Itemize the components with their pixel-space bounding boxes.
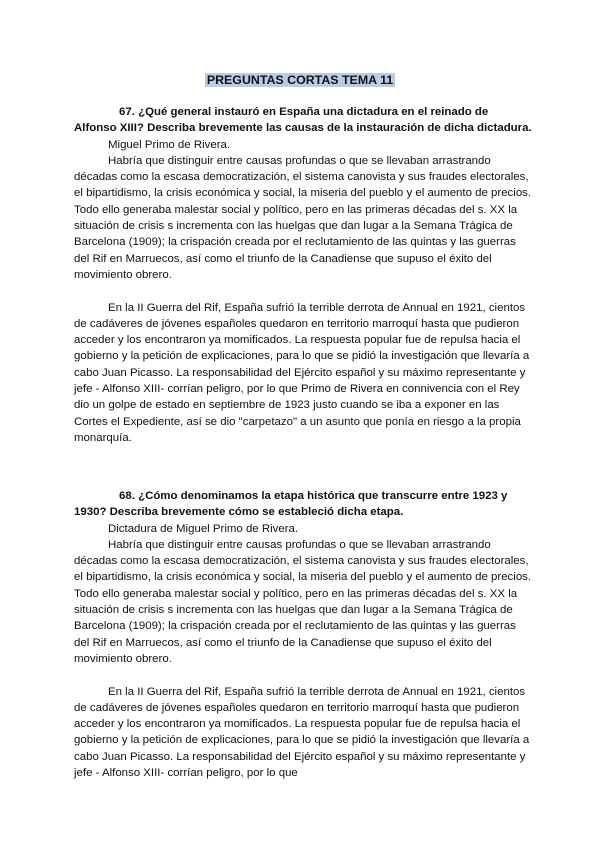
answer-paragraph: Habría que distinguir entre causas profundas o que se llevaban arrastrando décadas como la escasa democratización, el sistema canovista y sus fraudes electorales, el bipartidismo, la crisis económica y social, la miseria del pueblo y el aumento de precios. Todo ello generaba malestar social y político, pero en las primeras décadas del s. XX la situación de crisis s incrementa con las huelgas que dan lugar a la Semana Trágica de Barcelona (1909); la crispación creada por el reclutamiento de las quintas y las guerras del Rif en Marruecos, así como el triunfo de la Canadiense que supuso el éxito del movimiento obrero. — [74, 154, 532, 281]
question-title: 68. ¿Cómo denominamos la etapa histórica que transcurre entre 1923 y 1930? Describa brevemente cómo se estableció dicha etapa. — [74, 490, 508, 519]
question-answer: Dictadura de Miguel Primo de Rivera. — [108, 522, 299, 535]
answer-paragraph: Habría que distinguir entre causas profundas o que se llevaban arrastrando décadas como la escasa democratización, el sistema canovista y sus fraudes electorales, el bipartidismo, la crisis económica y social, la miseria del pueblo y el aumento de precios. Todo ello generaba malestar social y político, pero en las primeras décadas del s. XX la situación de crisis s incrementa con las huelgas que dan lugar a la Semana Trágica de Barcelona (1909); la crispación creada por el reclutamiento de las quintas y las guerras del Rif en Marruecos, así como el triunfo de la Canadiense que supuso el éxito del movimiento obrero. — [74, 538, 532, 665]
paragraph-gap — [74, 283, 532, 299]
question-block-68 — [74, 488, 532, 781]
paragraph-gap — [74, 667, 532, 683]
question-title: 67. ¿Qué general instauró en España una dictadura en el reinado de Alfonso XIII? Describa brevemente las causas de la instauración de dicha dictadura. — [74, 106, 532, 135]
answer-paragraph: En la II Guerra del Rif, España sufrió la terrible derrota de Annual en 1921, cientos de cadáveres de jóvenes españoles quedaron en territorio marroquí hasta que pudieron acceder y los encontraron ya momificados. La respuesta popular fue de repulsa hacia el gobierno y la petición de explicaciones, para lo que se pidió la investigación que llevaría a cabo Juan Picasso. La responsabilidad del Ejército español y su máximo representante y jefe - Alfonso XIII- corrían peligro, por lo que Primo de Rivera en connivencia con el Rey dio un golpe de estado en septiembre de 1923 justo cuando se iba a exponer en las Cortes el Expediente, así se dio "carpetazo" a un asunto que ponía en riesgo a la propia monarquía. — [74, 301, 530, 444]
page-title: PREGUNTAS CORTAS TEMA 11 — [206, 73, 394, 87]
question-answer: Miguel Primo de Rivera. — [108, 138, 231, 151]
answer-paragraph: En la II Guerra del Rif, España sufrió la terrible derrota de Annual en 1921, cientos de cadáveres de jóvenes españoles quedaron en territorio marroquí hasta que pudieron acceder y los encontraron ya momificados. La respuesta popular fue de repulsa hacia el gobierno y la petición de explicaciones, para lo que se pidió la investigación que llevaría a cabo Juan Picasso. La responsabilidad del Ejército español y su máximo representante y jefe - Alfonso XIII- corrían peligro, por lo que — [74, 685, 530, 780]
question-block-67 — [74, 104, 532, 446]
title-row — [0, 73, 600, 88]
